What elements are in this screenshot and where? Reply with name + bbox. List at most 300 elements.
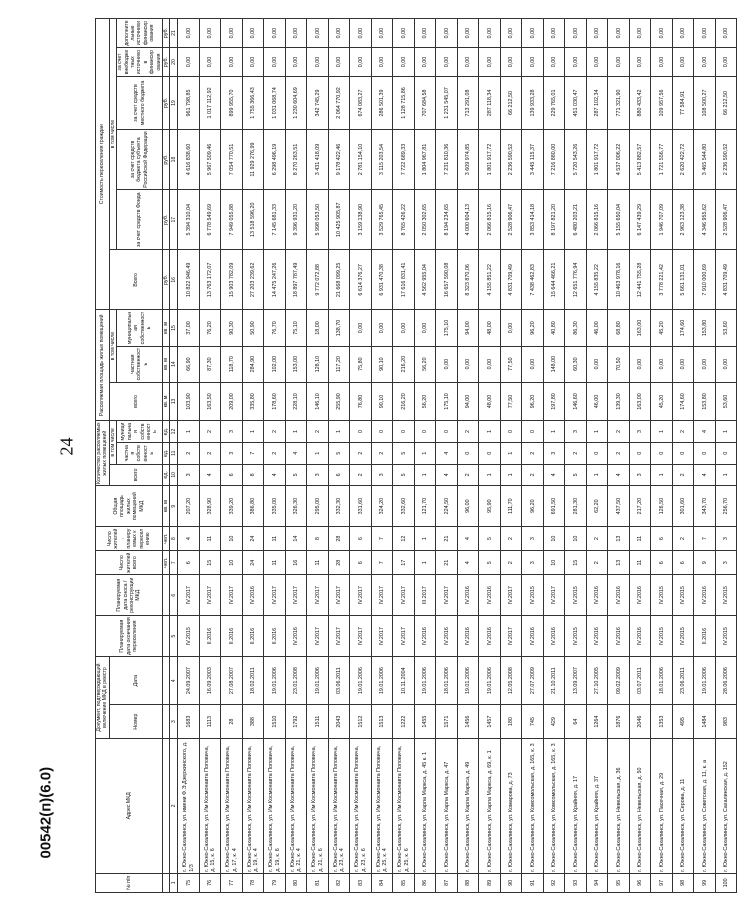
cell-plan: II.2016 (694, 616, 716, 657)
cell-num: 1513 (371, 705, 393, 739)
table-row (479, 19, 501, 893)
cell-num: 1484 (694, 705, 716, 739)
cell-q2: 2 (264, 421, 286, 443)
header-area-private: частная собственность (117, 346, 163, 382)
cell-r2: 11 (264, 527, 286, 551)
cell-c3: 287 102,34 (586, 76, 608, 129)
cell-date: 28.06.2006 (715, 657, 737, 705)
cell-c4: 0,00 (543, 48, 565, 77)
cell-q1: 1 (307, 442, 329, 464)
unit-cell: кв. м (163, 486, 170, 527)
cell-q: 6 (221, 464, 243, 486)
cell-n: 85 (393, 873, 415, 892)
cell-s: 228,10 (285, 382, 307, 421)
cell-s: 174,60 (672, 382, 694, 421)
cell-c1: 3 529 765,45 (371, 190, 393, 250)
cell-q1: 2 (371, 442, 393, 464)
cell-q1: 0 (457, 442, 479, 464)
cell-c1: 8 194 234,65 (436, 190, 458, 250)
cell-r2: 2 (586, 527, 608, 551)
cell-c3: 66 212,50 (500, 76, 522, 129)
cell-c2: 2 236 590,52 (715, 129, 737, 189)
cell-c2: 2 236 590,52 (500, 129, 522, 189)
cell-a: 326,30 (285, 486, 307, 527)
cell-plan: IV.2016 (457, 616, 479, 657)
cell-n: 97 (651, 873, 673, 892)
cell-s2: 138,70 (328, 310, 350, 346)
cell-n: 91 (522, 873, 544, 892)
table-row (608, 19, 630, 893)
cell-c: 15 644 466,21 (543, 250, 565, 310)
cell-dem: IV.2017 (371, 575, 393, 616)
cell-c1: 6 147 439,29 (629, 190, 651, 250)
cell-q: 8 (242, 464, 264, 486)
cell-s2: 94,00 (457, 310, 479, 346)
cell-plan: IV.2017 (307, 616, 329, 657)
cell-r2: 24 (242, 527, 264, 551)
cell-dem: IV.2016 (242, 575, 264, 616)
cell-n: 89 (479, 873, 501, 892)
table-row (178, 19, 200, 893)
table-row (457, 19, 479, 893)
cell-c3: 229 765,01 (543, 76, 565, 129)
cell-r1: 3 (522, 551, 544, 575)
cell-c1: 9 396 931,20 (285, 190, 307, 250)
cell-q2: 2 (608, 421, 630, 443)
cell-c5: 0,00 (672, 19, 694, 48)
cell-q: 2 (457, 464, 479, 486)
cell-dem: IV.2016 (586, 575, 608, 616)
cell-s2: 174,60 (672, 310, 694, 346)
cell-addr: г. Южно-Сахалинск, ул. имени Ф.Э.Дзержинского, д. 1/3 (178, 738, 200, 873)
cell-dem: IV.2016 (479, 575, 501, 616)
cell-r1: 28 (328, 551, 350, 575)
cell-c5: 0,00 (350, 19, 372, 48)
cell-n: 76 (199, 873, 221, 892)
cell-plan: IV.2016 (285, 616, 307, 657)
cell-r1: 15 (565, 551, 587, 575)
cell-q: 3 (371, 464, 393, 486)
cell-c4: 0,00 (608, 48, 630, 77)
cell-q2: 2 (307, 421, 329, 443)
cell-c3: 1 755 366,43 (242, 76, 264, 129)
cell-r2: 11 (629, 527, 651, 551)
header-doc-date: Дата (109, 657, 162, 705)
cell-c2: 6 298 496,19 (264, 129, 286, 189)
cell-r1: 10 (221, 551, 243, 575)
unit-cell: ед. (163, 442, 170, 464)
cell-dem: IV.2017 (178, 575, 200, 616)
cell-dem: IV.2017 (199, 575, 221, 616)
cell-q2: 1 (543, 421, 565, 443)
cell-s: 90,10 (371, 382, 393, 421)
cell-date: 18.01.2006 (651, 657, 673, 705)
cell-c: 12 441 755,28 (629, 250, 651, 310)
cell-num: 64 (565, 705, 587, 739)
cell-a: 301,60 (672, 486, 694, 527)
cell-q2: 1 (285, 421, 307, 443)
cell-q: 1 (651, 464, 673, 486)
cell-c3: 880 433,42 (629, 76, 651, 129)
cell-s2: 153,80 (694, 310, 716, 346)
cell-c: 4 155 851,22 (479, 250, 501, 310)
cell-s: 139,30 (608, 382, 630, 421)
cell-date: 23.06.2011 (672, 657, 694, 705)
cell-c5: 0,00 (328, 19, 350, 48)
rotated-table-sheet (95, 18, 730, 893)
cell-c1: 8 197 821,20 (543, 190, 565, 250)
cell-date: 19.01.2006 (479, 657, 501, 705)
cell-c3: 1 017 112,92 (199, 76, 221, 129)
cell-s2: 18,00 (307, 310, 329, 346)
cell-c: 7 438 462,83 (522, 250, 544, 310)
cell-addr: г. Южно-Сахалинск, ул. Им Космонавта Поповича, д. 21, к. 4 (285, 738, 307, 873)
cell-s2: 90,30 (221, 310, 243, 346)
cell-s1: 118,70 (221, 346, 243, 382)
cell-plan: IV.2015 (651, 616, 673, 657)
cell-c4: 0,00 (651, 48, 673, 77)
cell-c: 8 323 870,06 (457, 250, 479, 310)
cell-s1: 56,20 (414, 346, 436, 382)
cell-c3: 287 118,34 (479, 76, 501, 129)
cell-c5: 0,00 (242, 19, 264, 48)
cell-q1: 3 (543, 442, 565, 464)
header-row-no: № п/п (96, 873, 163, 892)
cell-s2: 40,80 (543, 310, 565, 346)
cell-r2: 2 (500, 527, 522, 551)
unit-cell: руб. (163, 190, 170, 250)
cell-c: 5 661 131,01 (672, 250, 694, 310)
cell-dem: IV.2017 (500, 575, 522, 616)
cell-num: 1457 (479, 705, 501, 739)
cell-s: 56,20 (414, 382, 436, 421)
cell-a: 217,20 (629, 486, 651, 527)
cell-q: 4 (608, 464, 630, 486)
cell-c3: 1 031 068,74 (264, 76, 286, 129)
cell-num: 1511 (307, 705, 329, 739)
cell-r2: 5 (479, 527, 501, 551)
cell-addr: г. Южно-Сахалинск, ул. Карла Маркса, д. 49 (457, 738, 479, 873)
cell-num: 180 (500, 705, 522, 739)
cell-q2: 0 (371, 421, 393, 443)
table-row (285, 19, 307, 893)
cell-s1: 284,90 (242, 346, 264, 382)
cell-q2: 3 (629, 421, 651, 443)
cell-num: 388 (242, 705, 264, 739)
cell-s1: 0,00 (629, 346, 651, 382)
cell-q1: 0 (479, 442, 501, 464)
cell-addr: г. Южно-Сахалинск, ул. Им Космонавта Поповича, д. 23, к. 4 (328, 738, 350, 873)
cell-num: 28 (221, 705, 243, 739)
cell-date: 10.11.2004 (393, 657, 415, 705)
cell-a: 331,60 (350, 486, 372, 527)
cell-a: 332,30 (328, 486, 350, 527)
cell-addr: г. Южно-Сахалинск, ул. Комсомольская, д. 165, к. 3 (543, 738, 565, 873)
cell-c4: 0,00 (715, 48, 737, 77)
cell-c4: 0,00 (694, 48, 716, 77)
cell-c4: 0,00 (586, 48, 608, 77)
cell-c4: 0,00 (500, 48, 522, 77)
cell-s2: 96,20 (522, 310, 544, 346)
cell-c1: 6 480 203,21 (565, 190, 587, 250)
cell-n: 94 (586, 873, 608, 892)
cell-c: 4 831 709,49 (715, 250, 737, 310)
cell-c5: 0,00 (715, 19, 737, 48)
cell-num: 745 (522, 705, 544, 739)
table-row (565, 19, 587, 893)
cell-dem: IV.2016 (694, 575, 716, 616)
cell-date: 19.01.2006 (457, 657, 479, 705)
cell-q1: 5 (393, 442, 415, 464)
cell-q: 1 (715, 464, 737, 486)
cell-s: 46,00 (586, 382, 608, 421)
cell-num: 983 (715, 705, 737, 739)
cell-c2: 8 270 263,51 (285, 129, 307, 189)
cell-plan: IV.2017 (371, 616, 393, 657)
cell-r2: 1 (414, 527, 436, 551)
cell-a: 96,20 (522, 486, 544, 527)
cell-plan: IV.2017 (500, 616, 522, 657)
cell-q2: 1 (651, 421, 673, 443)
cell-r2: 10 (221, 527, 243, 551)
cell-a: 335,00 (264, 486, 286, 527)
cell-c1: 6 778 549,69 (199, 190, 221, 250)
cell-c5: 0,00 (522, 19, 544, 48)
cell-c2: 2 620 422,72 (672, 129, 694, 189)
cell-c1: 5 155 650,04 (608, 190, 630, 250)
cell-c4: 0,00 (457, 48, 479, 77)
cell-c1: 4 000 604,13 (457, 190, 479, 250)
header-cost-fund: за счет средств Фонда (117, 190, 163, 250)
cell-q1: 0 (715, 442, 737, 464)
cell-a: 121,70 (414, 486, 436, 527)
cell-c4: 0,00 (221, 48, 243, 77)
cell-num: 2046 (629, 705, 651, 739)
cell-a: 324,20 (371, 486, 393, 527)
cell-s: 163,50 (199, 382, 221, 421)
cell-c3: 451 030,47 (565, 76, 587, 129)
cell-s2: 0,00 (500, 310, 522, 346)
resettlement-table (95, 18, 737, 893)
cell-q2: 2 (199, 421, 221, 443)
cell-s1: 0,00 (457, 346, 479, 382)
cell-dem: IV.2017 (307, 575, 329, 616)
cell-addr: г. Южно-Сахалинск, ул. Им Космонавта Поповича, д. 25, к. 4 (371, 738, 393, 873)
cell-n: 96 (629, 873, 651, 892)
cell-c1: 2 963 123,38 (672, 190, 694, 250)
cell-c3: 961 798,85 (178, 76, 200, 129)
unit-cell: руб. (163, 48, 170, 77)
cell-addr: г. Южно-Сахалинск, ул. Карла Маркса, д. 45 к. 1 (414, 738, 436, 873)
cell-addr: г. Южно-Сахалинск, ул. Сахалинская, д. 152 (715, 738, 737, 873)
cell-r2: 12 (393, 527, 415, 551)
cell-c3: 1 231 545,07 (436, 76, 458, 129)
cell-s: 77,50 (500, 382, 522, 421)
cell-plan: IV.2016 (586, 616, 608, 657)
cell-c5: 0,00 (221, 19, 243, 48)
cell-s2: 0,00 (414, 310, 436, 346)
cell-q1: 2 (264, 442, 286, 464)
cell-n: 78 (242, 873, 264, 892)
cell-r1: 2 (500, 551, 522, 575)
cell-q2: 3 (565, 421, 587, 443)
cell-c4: 0,00 (672, 48, 694, 77)
table-row (264, 19, 286, 893)
cell-c1: 3 159 138,90 (350, 190, 372, 250)
cell-num: 495 (672, 705, 694, 739)
cell-date: 13.09.2007 (565, 657, 587, 705)
cell-r2: 13 (608, 527, 630, 551)
cell-c1: 7 145 681,33 (264, 190, 286, 250)
cell-c4: 0,00 (264, 48, 286, 77)
cell-q1: 0 (586, 442, 608, 464)
cell-plan: IV.2016 (479, 616, 501, 657)
cell-r1: 11 (264, 551, 286, 575)
cell-c4: 0,00 (307, 48, 329, 77)
table-row (543, 19, 565, 893)
cell-a: 256,70 (715, 486, 737, 527)
cell-a: 691,50 (543, 486, 565, 527)
cell-date: 03.07.2011 (629, 657, 651, 705)
cell-s2: 37,00 (178, 310, 200, 346)
cell-dem: IV.2017 (221, 575, 243, 616)
cell-c3: 1 230 604,69 (285, 76, 307, 129)
cell-r1: 9 (694, 551, 716, 575)
cell-n: 95 (608, 873, 630, 892)
cell-s1: 87,30 (199, 346, 221, 382)
cell-c5: 0,00 (264, 19, 286, 48)
cell-s: 94,00 (457, 382, 479, 421)
cell-q2: 0 (393, 421, 415, 443)
table-row (199, 19, 221, 893)
cell-a: 111,70 (500, 486, 522, 527)
table-row (715, 19, 737, 893)
cell-r1: 4 (457, 551, 479, 575)
cell-c4: 0,00 (350, 48, 372, 77)
cell-q: 5 (565, 464, 587, 486)
cell-s2: 75,10 (285, 310, 307, 346)
cell-dem: IV.2015 (672, 575, 694, 616)
cell-date: 19.01.2006 (414, 657, 436, 705)
cell-s: 103,90 (178, 382, 200, 421)
cell-c5: 0,00 (651, 19, 673, 48)
cell-c1: 2 066 815,16 (479, 190, 501, 250)
cell-plan: IV.2016 (436, 616, 458, 657)
cell-plan: II.2016 (242, 616, 264, 657)
cell-c2: 1 721 556,77 (651, 129, 673, 189)
cell-c: 4 831 709,49 (500, 250, 522, 310)
cell-c2: 3 609 974,85 (457, 129, 479, 189)
cell-q: 4 (199, 464, 221, 486)
header-cost-incl: в том числе (109, 19, 116, 250)
cell-r2: 21 (436, 527, 458, 551)
cell-a: 224,50 (436, 486, 458, 527)
unit-cell: кв. м (163, 382, 170, 421)
cell-s2: 50,90 (242, 310, 264, 346)
cell-q: 4 (543, 464, 565, 486)
cell-dem: IV.2015 (522, 575, 544, 616)
cell-q: 6 (328, 464, 350, 486)
cell-s: 153,80 (694, 382, 716, 421)
cell-dem: IV.2015 (715, 575, 737, 616)
cell-c2: 7 216 880,00 (543, 129, 565, 189)
cell-date: 27.07.2009 (522, 657, 544, 705)
cell-n: 79 (264, 873, 286, 892)
cell-c3: 77 584,91 (672, 76, 694, 129)
cell-num: 1510 (264, 705, 286, 739)
table-row (221, 19, 243, 893)
cell-r2: 10 (565, 527, 587, 551)
cell-plan: IV.2016 (414, 616, 436, 657)
units-row (163, 19, 170, 893)
cell-c5: 0,00 (199, 19, 221, 48)
cell-n: 82 (328, 873, 350, 892)
cell-c: 14 475 247,26 (264, 250, 286, 310)
cell-c: 6 614 376,27 (350, 250, 372, 310)
cell-c3: 771 321,90 (608, 76, 630, 129)
cell-s2: 68,80 (608, 310, 630, 346)
cell-addr: г. Южно-Сахалинск, ул. Им Космонавта Поповича, д. 17, к. 4 (221, 738, 243, 873)
cell-c2: 1 801 917,72 (479, 129, 501, 189)
cell-c: 6 931 470,38 (371, 250, 393, 310)
cell-r1: 10 (543, 551, 565, 575)
cell-s2: 46,00 (586, 310, 608, 346)
unit-cell: ед. (163, 421, 170, 443)
cell-num: 2043 (328, 705, 350, 739)
cell-date: 16.09.2003 (199, 657, 221, 705)
cell-num: 1876 (608, 705, 630, 739)
cell-date: 19.01.2006 (264, 657, 286, 705)
cell-addr: г. Южно-Сахалинск, ул. Им Космонавта Поповича, д. 23, к. 6 (350, 738, 372, 873)
cell-c: 13 763 172,07 (199, 250, 221, 310)
table-row (436, 19, 458, 893)
header-doc-num: Номер (109, 705, 162, 739)
cell-q: 4 (694, 464, 716, 486)
cell-a: 95,90 (479, 486, 501, 527)
cell-s1: 90,10 (371, 346, 393, 382)
cell-r1: 11 (629, 551, 651, 575)
table-row (629, 19, 651, 893)
header-area-group: Расселяемая площадь жилых помещений (96, 310, 110, 421)
cell-s1: 70,50 (608, 346, 630, 382)
cell-s: 76,80 (350, 382, 372, 421)
cell-r2: 11 (199, 527, 221, 551)
cell-plan: IV.2017 (328, 616, 350, 657)
cell-c2: 4 537 006,22 (608, 129, 630, 189)
cell-q1: 2 (522, 442, 544, 464)
cell-r2: 6 (651, 527, 673, 551)
cell-r1: 5 (479, 551, 501, 575)
cell-c: 12 651 776,94 (565, 250, 587, 310)
cell-num: 1512 (350, 705, 372, 739)
cell-s2: 163,00 (629, 310, 651, 346)
cell-s2: 76,70 (264, 310, 286, 346)
unit-cell: руб. (163, 19, 170, 48)
cell-plan: IV.2016 (608, 616, 630, 657)
cell-a: 295,00 (307, 486, 329, 527)
cell-s2: 45,20 (651, 310, 673, 346)
header-cost-group: Стоимость переселения граждан (96, 19, 110, 310)
cell-addr: г. Южно-Сахалинск, ул. Им Космонавта Поповича, д. 19, к. 6 (264, 738, 286, 873)
cell-r2: 14 (285, 527, 307, 551)
unit-cell: чел. (163, 527, 170, 551)
cell-c1: 10 425 905,87 (328, 190, 350, 250)
cell-addr: г. Южно-Сахалинск, ул. Им Космонавта Поповича, д. 21, к. 6 (307, 738, 329, 873)
cell-c: 4 155 835,22 (586, 250, 608, 310)
cell-s1: 0,00 (694, 346, 716, 382)
cell-r1: 6 (350, 551, 372, 575)
cell-q1: 2 (350, 442, 372, 464)
